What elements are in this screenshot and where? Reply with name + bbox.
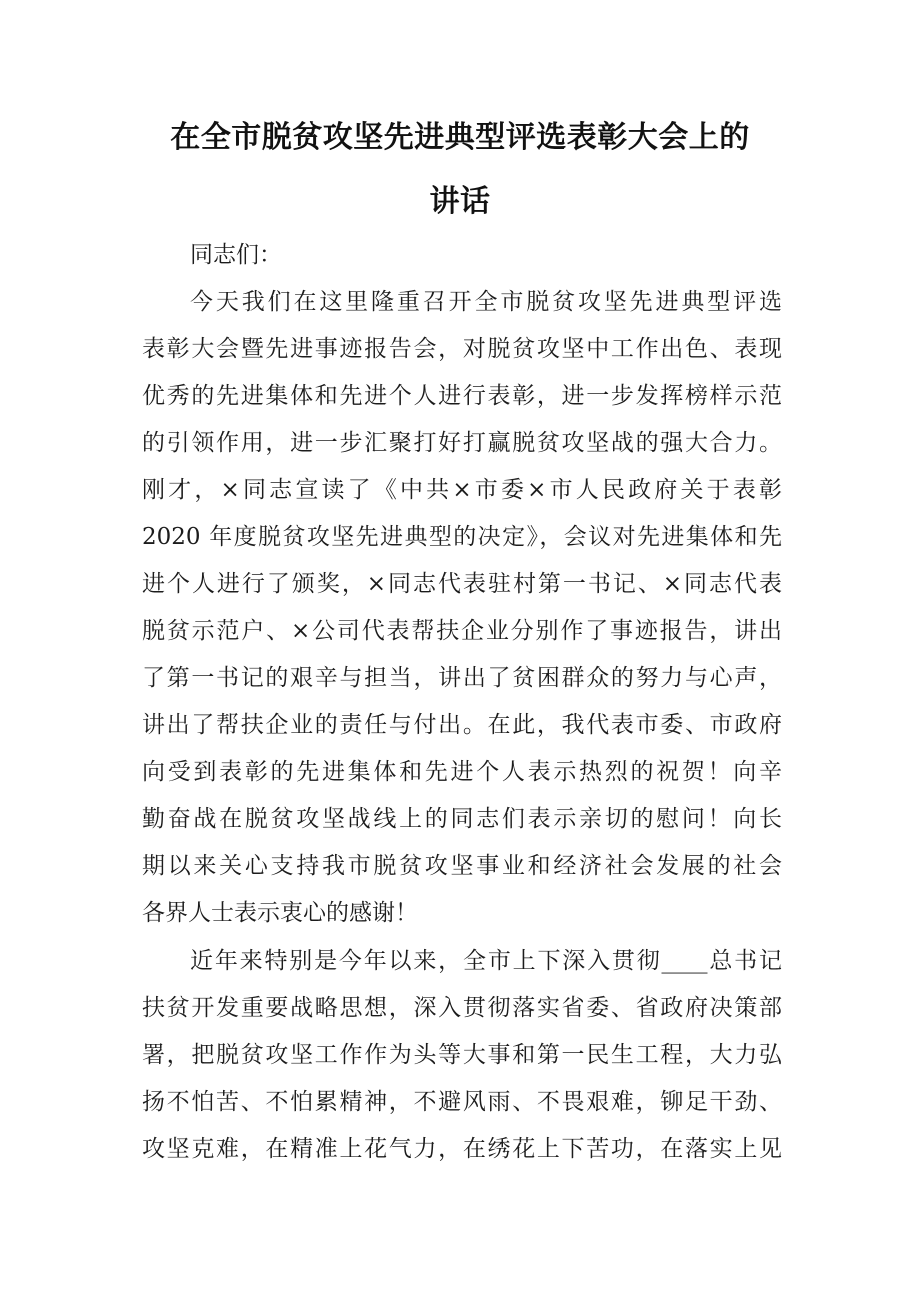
- paragraph-line: 进个人进行了颁奖，×同志代表驻村第一书记、×同志代表: [142, 571, 782, 597]
- paragraph-line: 了第一书记的艰辛与担当，讲出了贫困群众的努力与心声，: [142, 665, 782, 691]
- paragraph-line: 今天我们在这里隆重召开全市脱贫攻坚先进典型评选: [190, 289, 782, 315]
- paragraph-line: 向受到表彰的先进集体和先进个人表示热烈的祝贺！向辛: [142, 759, 782, 785]
- paragraph-line: 优秀的先进集体和先进个人进行表彰，进一步发挥榜样示范: [142, 383, 782, 409]
- document-title-continued: 讲话: [429, 184, 491, 219]
- paragraph-line: 刚才，×同志宣读了《中共×市委×市人民政府关于表彰: [142, 477, 782, 503]
- paragraph-line: 近年来特别是今年以来，全市上下深入贯彻____总书记: [190, 948, 782, 974]
- paragraph-line: 期以来关心支持我市脱贫攻坚事业和经济社会发展的社会: [142, 853, 782, 879]
- paragraph-line: 各界人士表示衷心的感谢！: [142, 900, 418, 926]
- paragraph-line: 扬不怕苦、不怕累精神，不避风雨、不畏艰难，铆足干劲、: [142, 1089, 782, 1115]
- paragraph-line: 讲出了帮扶企业的责任与付出。在此，我代表市委、市政府: [142, 712, 782, 738]
- paragraph-line: 脱贫示范户、×公司代表帮扶企业分别作了事迹报告，讲出: [142, 618, 782, 644]
- paragraph-line: 表彰大会暨先进事迹报告会，对脱贫攻坚中工作出色、表现: [142, 336, 782, 362]
- paragraph-line: 的引领作用，进一步汇聚打好打赢脱贫攻坚战的强大合力。: [142, 430, 782, 456]
- paragraph-line: 勤奋战在脱贫攻坚战线上的同志们表示亲切的慰问！向长: [142, 806, 782, 832]
- document-title: 在全市脱贫攻坚先进典型评选表彰大会上的: [170, 120, 750, 155]
- paragraph-line: 2020 年度脱贫攻坚先进典型的决定》，会议对先进集体和先: [142, 524, 782, 550]
- paragraph-line: 扶贫开发重要战略思想，深入贯彻落实省委、省政府决策部: [142, 995, 782, 1021]
- paragraph-line: 攻坚克难，在精准上花气力，在绣花上下苦功，在落实上见: [142, 1136, 782, 1162]
- salutation: 同志们：: [190, 242, 282, 268]
- paragraph-line: 署，把脱贫攻坚工作作为头等大事和第一民生工程，大力弘: [142, 1042, 782, 1068]
